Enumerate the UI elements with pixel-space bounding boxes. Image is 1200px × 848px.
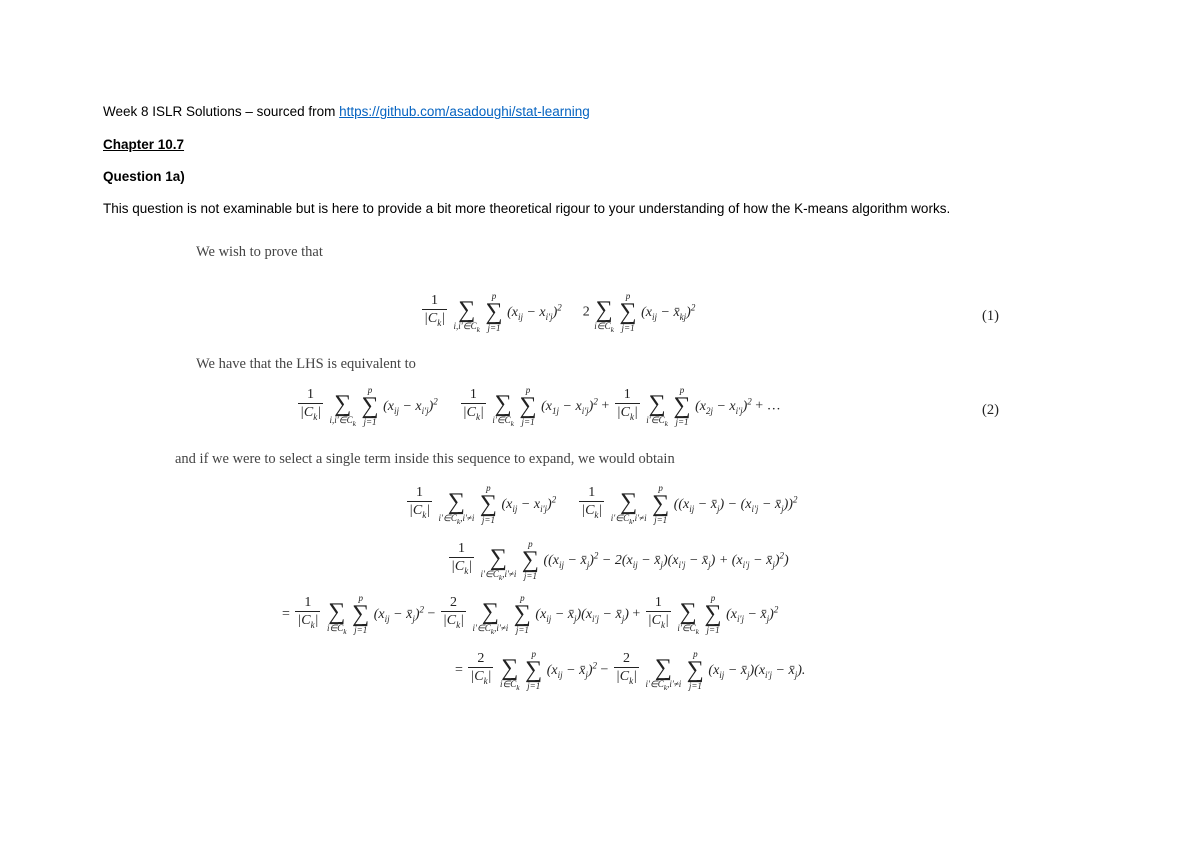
expansion-line-2: $\frac{1}{|C_k|}$ ∑ $i'\in C_k,i'\ne i$ p ∑ j=1 (($x_{ij}$ − $x̄_j)^2 - 2(x_{ij}$ − $x̄_j)(x_{i'j}$ − $x̄_j) + (x_{i'j}$ − $x̄_j)^2$) bbox=[451, 538, 789, 582]
expansion-line-4: = $\frac{2}{|C_k|}$ ∑ $i\in C_k$ p ∑ j=1 ($x_{ij}$ − $x̄_j)^2$ − $\frac{2}{|C_k|}$ ∑ $i'\in C_k,i'\ne i$ p ∑ j=1 ($x_{ij}$ − $x̄_j)(x_{i'j}$ − $x̄_j$). bbox=[455, 648, 806, 692]
intro-paragraph: This question is not examinable but is here to provide a bit more theoretical rigour to your understanding of how the K-means algorithm works. bbox=[103, 201, 951, 216]
equation-1-number: (1) bbox=[982, 308, 999, 324]
proof-wish-text: We wish to prove that bbox=[196, 244, 323, 260]
proof-lhs-text: We have that the LHS is equivalent to bbox=[196, 356, 416, 372]
expansion-line-1: $\frac{1}{|C_k|}$ ∑ $i'\in C_k,i'\ne i$ p ∑ j=1 $(x_{ij} - x_{i'j})^2$ $\frac{1}{|C_k|}$ ∑ $i'\in C_k,i'\ne i$ p ∑ j=1 (($x_{ij}$ − $x̄_j) - (x_{i'j}$ − $x̄_j))^2$ bbox=[409, 482, 798, 526]
proof-expand-text: and if we were to select a single term inside this sequence to expand, we would obtain bbox=[175, 451, 675, 467]
question-heading: Question 1a) bbox=[103, 169, 185, 184]
equation-1: $\frac{1}{|C_k|}$ ∑ $i,i'\in C_k$ p ∑ j=1 $(x_{ij} - x_{i'j})^2$ 2 ∑ $i\in C_k$ p ∑ j=1 ($x_{ij}$ − $x̄_{kj})^2$ bbox=[424, 290, 696, 334]
equation-2: $\frac{1}{|C_k|}$ ∑ $i,i'\in C_k$ p ∑ j=1 $(x_{ij} - x_{i'j})^2$ $\frac{1}{|C_k|}$ ∑ $i'\in C_k$ p ∑ j=1 $(x_{1j} - x_{i'j})^2$ + $\frac{1}{|C_k|}$ ∑ $i'\in C_k$ p ∑ j=1 $(x_{2j} - x_{i'j})^2$ + … bbox=[300, 384, 781, 428]
chapter-heading: Chapter 10.7 bbox=[103, 137, 185, 152]
doc-title-line bbox=[103, 103, 590, 121]
equation-2-number: (2) bbox=[982, 402, 999, 418]
source-link[interactable]: https://github.com/asadoughi/stat-learning bbox=[339, 104, 590, 119]
expansion-line-3: = $\frac{1}{|C_k|}$ ∑ $i\in C_k$ p ∑ j=1 ($x_{ij}$ − $x̄_j)^2$ − $\frac{2}{|C_k|}$ ∑ $i'\in C_k,i'\ne i$ p ∑ j=1 ($x_{ij}$ − $x̄_j)(x_{i'j}$ − $x̄_j$) + $\frac{1}{|C_k|}$ ∑ $i'\in C_k$ p ∑ j=1 ($x_{i'j}$ − $x̄_j)^2$ bbox=[282, 592, 779, 636]
doc-title-text: Week 8 ISLR Solutions – sourced from bbox=[103, 104, 340, 119]
